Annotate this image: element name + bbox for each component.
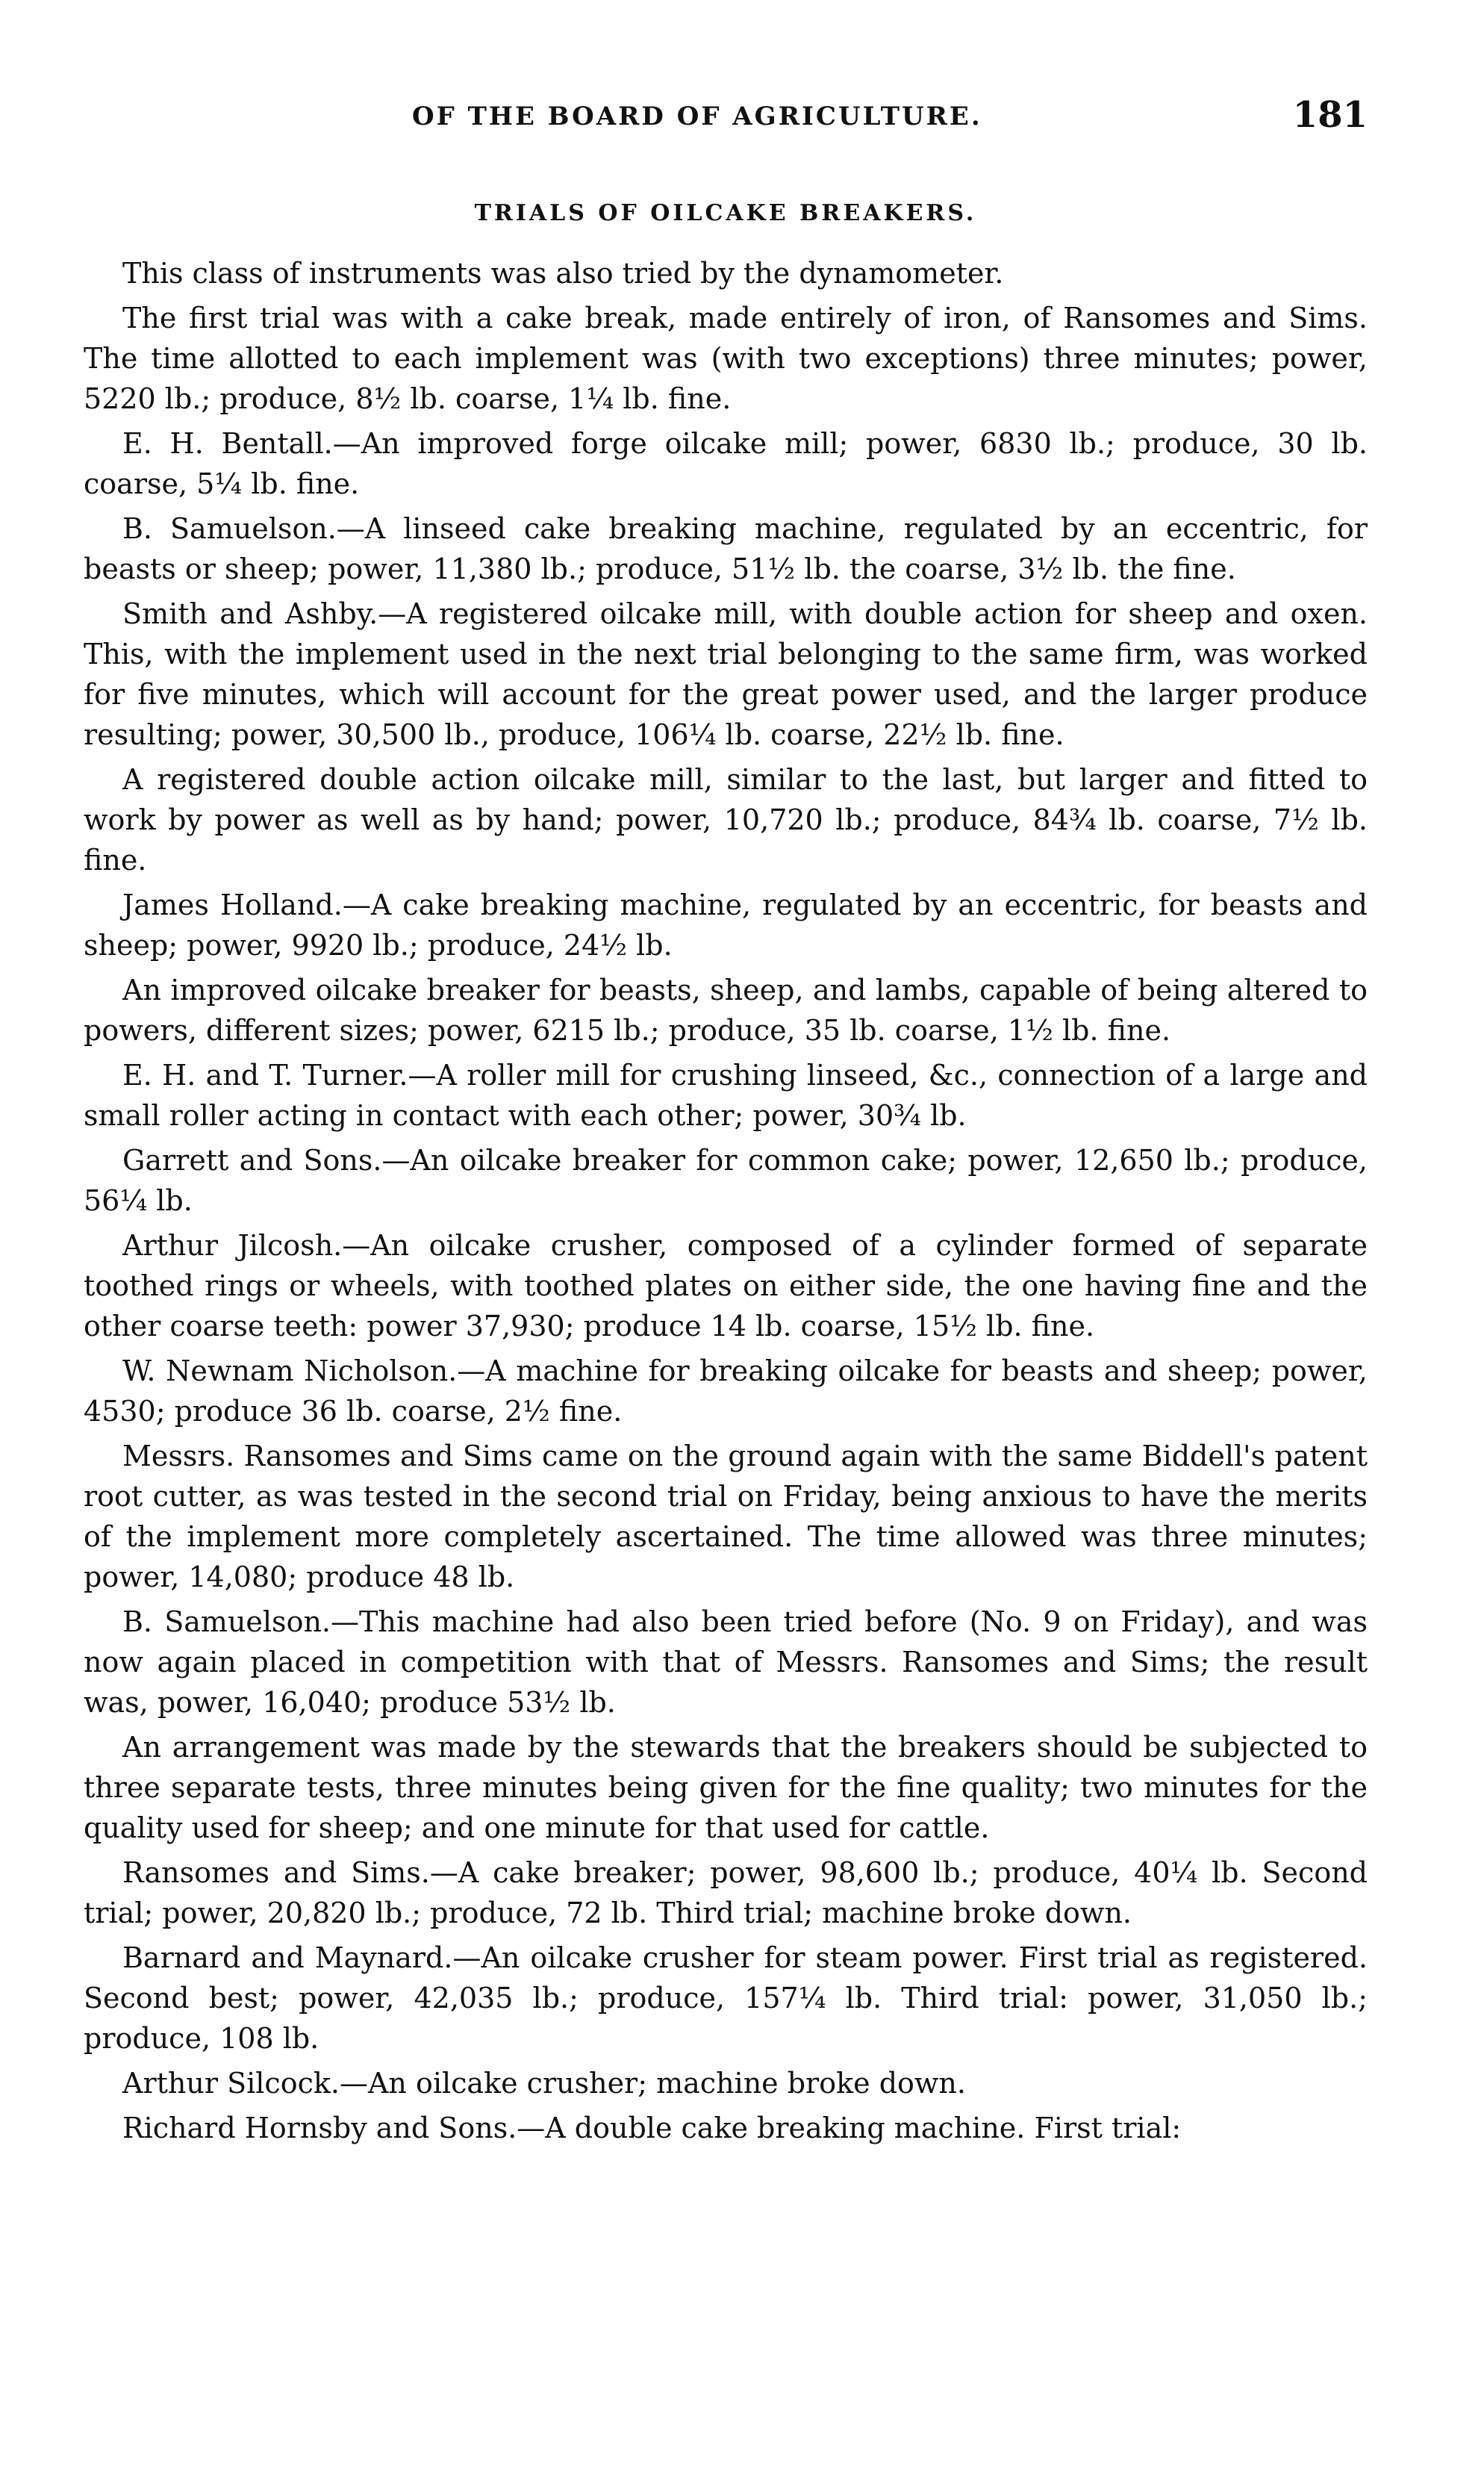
paragraph: An arrangement was made by the stewards that the breakers should be subjected to three separate tests, three minutes being given for the fine quality; two minutes for the quality used for sheep; and one minute for that used for cattle.: [84, 1731, 1368, 1844]
paragraph: Messrs. Ransomes and Sims came on the ground again with the same Biddell's patent root cutter, as was tested in the second trial on Friday, being anxious to have the merits of the implement more completely ascertained. The time allowed was three minutes; power, 14,080; produce 48 lb.: [84, 1440, 1368, 1593]
paragraph: Ransomes and Sims.—A cake breaker; power, 98,600 lb.; produce, 40¼ lb. Second trial; power, 20,820 lb.; produce, 72 lb. Third trial; machine broke down.: [84, 1856, 1368, 1929]
running-header: [84, 81, 1368, 148]
paragraph: Garrett and Sons.—An oilcake breaker for common cake; power, 12,650 lb.; produce, 56¼ lb.: [84, 1144, 1368, 1217]
paragraph: This class of instruments was also tried by the dynamometer.: [122, 257, 1004, 290]
paragraph: Richard Hornsby and Sons.—A double cake breaking machine. First trial:: [122, 2112, 1182, 2144]
paragraph: An improved oilcake breaker for beasts, sheep, and lambs, capable of being altered to powers, different sizes; power, 6215 lb.; produce, 35 lb. coarse, 1½ lb. fine.: [84, 974, 1368, 1047]
paragraph: The first trial was with a cake break, made entirely of iron, of Ransomes and Sims. The time allotted to each implement was (with two exceptions) three minutes; power, 5220 lb.; produce, 8½ lb. coarse, 1¼ lb. fine.: [84, 302, 1368, 415]
running-title: OF THE BOARD OF AGRICULTURE.: [412, 102, 982, 131]
body-text: [84, 253, 1368, 2148]
paragraph: Barnard and Maynard.—An oilcake crusher for steam power. First trial as registered. Second best; power, 42,035 lb.; produce, 157¼ lb. Third trial: power, 31,050 lb.; produce, 108 lb.: [84, 1941, 1368, 2055]
paragraph: A registered double action oilcake mill, similar to the last, but larger and fitted to work by power as well as by hand; power, 10,720 lb.; produce, 84¾ lb. coarse, 7½ lb. fine.: [84, 763, 1368, 877]
paragraph: E. H. and T. Turner.—A roller mill for crushing linseed, &c., connection of a large and small roller acting in contact with each other; power, 30¾ lb.: [84, 1059, 1368, 1132]
paragraph: B. Samuelson.—A linseed cake breaking machine, regulated by an eccentric, for beasts or sheep; power, 11,380 lb.; produce, 51½ lb. the coarse, 3½ lb. the fine.: [84, 512, 1368, 585]
page-number: 181: [1292, 94, 1368, 136]
paragraph: E. H. Bentall.—An improved forge oilcake mill; power, 6830 lb.; produce, 30 lb. coarse, 5¼ lb. fine.: [84, 427, 1368, 500]
section-heading: TRIALS OF OILCAKE BREAKERS.: [474, 200, 977, 226]
paragraph: W. Newnam Nicholson.—A machine for breaking oilcake for beasts and sheep; power, 4530; produce 36 lb. coarse, 2½ fine.: [84, 1354, 1368, 1428]
paragraph: Arthur Jilcosh.—An oilcake crusher, composed of a cylinder formed of separate toothed rings or wheels, with toothed plates on either side, the one having fine and the other coarse teeth: power 37,930; produce 14 lb. coarse, 15½ lb. fine.: [84, 1229, 1368, 1343]
paragraph: Smith and Ashby.—A registered oilcake mill, with double action for sheep and oxen. This, with the implement used in the next trial belonging to the same firm, was worked for five minutes, which will account for the great power used, and the larger produce resulting; power, 30,500 lb., produce, 106¼ lb. coarse, 22½ lb. fine.: [84, 597, 1368, 751]
paragraph: B. Samuelson.—This machine had also been tried before (No. 9 on Friday), and was now again placed in competition with that of Messrs. Ransomes and Sims; the result was, power, 16,040; produce 53½ lb.: [84, 1605, 1368, 1719]
document-page: [84, 81, 1368, 2153]
paragraph: James Holland.—A cake breaking machine, regulated by an eccentric, for beasts and sheep; power, 9920 lb.; produce, 24½ lb.: [84, 889, 1368, 962]
paragraph: Arthur Silcock.—An oilcake crusher; machine broke down.: [122, 2067, 966, 2100]
